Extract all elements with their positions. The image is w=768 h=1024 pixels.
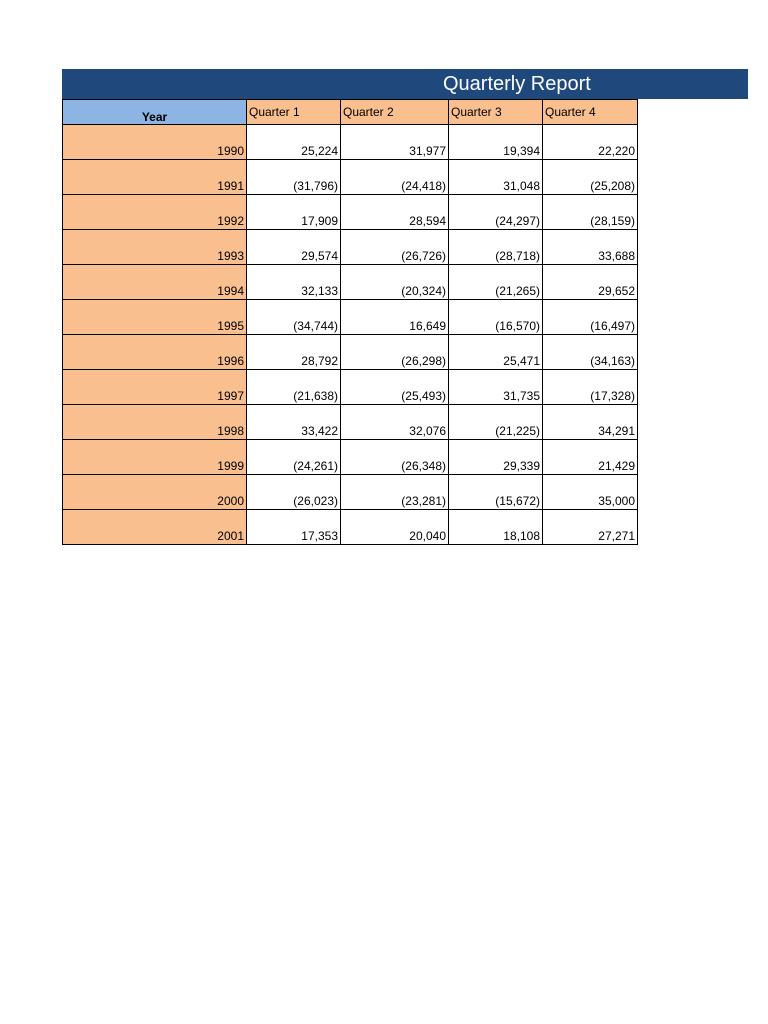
table-row bbox=[63, 405, 638, 440]
quarter-3-cell[interactable]: 19,394 bbox=[449, 125, 543, 160]
quarter-2-cell[interactable]: (26,348) bbox=[341, 440, 449, 475]
quarter-2-cell[interactable]: (26,726) bbox=[341, 230, 449, 265]
quarter-2-cell[interactable]: 20,040 bbox=[341, 510, 449, 545]
year-cell[interactable]: 1992 bbox=[63, 195, 247, 230]
report-title-bar bbox=[62, 69, 748, 99]
report-body bbox=[63, 125, 638, 545]
quarter-2-cell[interactable]: 31,977 bbox=[341, 125, 449, 160]
year-cell[interactable]: 2001 bbox=[63, 510, 247, 545]
quarter-4-cell[interactable]: (34,163) bbox=[543, 335, 638, 370]
quarter-4-cell[interactable]: (28,159) bbox=[543, 195, 638, 230]
quarterly-report-table bbox=[62, 99, 638, 545]
table-row bbox=[63, 300, 638, 335]
quarter-2-cell[interactable]: 16,649 bbox=[341, 300, 449, 335]
year-cell[interactable]: 2000 bbox=[63, 475, 247, 510]
header-quarter-2[interactable]: Quarter 2 bbox=[341, 100, 449, 125]
quarter-2-cell[interactable]: (24,418) bbox=[341, 160, 449, 195]
quarter-1-cell[interactable]: 32,133 bbox=[247, 265, 341, 300]
year-cell[interactable]: 1994 bbox=[63, 265, 247, 300]
table-row bbox=[63, 125, 638, 160]
table-row bbox=[63, 230, 638, 265]
quarter-4-cell[interactable]: 29,652 bbox=[543, 265, 638, 300]
quarter-3-cell[interactable]: (21,225) bbox=[449, 405, 543, 440]
quarter-2-cell[interactable]: (25,493) bbox=[341, 370, 449, 405]
quarter-1-cell[interactable]: (21,638) bbox=[247, 370, 341, 405]
quarter-3-cell[interactable]: 31,048 bbox=[449, 160, 543, 195]
year-cell[interactable]: 1997 bbox=[63, 370, 247, 405]
header-quarter-4[interactable]: Quarter 4 bbox=[543, 100, 638, 125]
table-row bbox=[63, 195, 638, 230]
header-row bbox=[63, 100, 638, 125]
quarter-4-cell[interactable]: 35,000 bbox=[543, 475, 638, 510]
header-quarter-1[interactable]: Quarter 1 bbox=[247, 100, 341, 125]
quarter-1-cell[interactable]: (31,796) bbox=[247, 160, 341, 195]
quarter-3-cell[interactable]: (15,672) bbox=[449, 475, 543, 510]
quarter-2-cell[interactable]: (23,281) bbox=[341, 475, 449, 510]
year-cell[interactable]: 1991 bbox=[63, 160, 247, 195]
header-quarter-3[interactable]: Quarter 3 bbox=[449, 100, 543, 125]
year-cell[interactable]: 1999 bbox=[63, 440, 247, 475]
report-title: Quarterly Report bbox=[443, 73, 591, 95]
year-cell[interactable]: 1993 bbox=[63, 230, 247, 265]
quarter-4-cell[interactable]: 27,271 bbox=[543, 510, 638, 545]
quarter-3-cell[interactable]: 25,471 bbox=[449, 335, 543, 370]
table-row bbox=[63, 370, 638, 405]
quarter-2-cell[interactable]: 32,076 bbox=[341, 405, 449, 440]
quarter-4-cell[interactable]: 21,429 bbox=[543, 440, 638, 475]
quarter-3-cell[interactable]: 29,339 bbox=[449, 440, 543, 475]
quarter-3-cell[interactable]: (28,718) bbox=[449, 230, 543, 265]
quarter-1-cell[interactable]: 29,574 bbox=[247, 230, 341, 265]
quarter-4-cell[interactable]: 34,291 bbox=[543, 405, 638, 440]
year-cell[interactable]: 1995 bbox=[63, 300, 247, 335]
quarter-1-cell[interactable]: 17,353 bbox=[247, 510, 341, 545]
quarter-2-cell[interactable]: 28,594 bbox=[341, 195, 449, 230]
table-row bbox=[63, 160, 638, 195]
quarter-3-cell[interactable]: (24,297) bbox=[449, 195, 543, 230]
table-row bbox=[63, 475, 638, 510]
quarter-1-cell[interactable]: (26,023) bbox=[247, 475, 341, 510]
quarter-1-cell[interactable]: (34,744) bbox=[247, 300, 341, 335]
quarter-4-cell[interactable]: 22,220 bbox=[543, 125, 638, 160]
quarter-4-cell[interactable]: (17,328) bbox=[543, 370, 638, 405]
quarter-1-cell[interactable]: 17,909 bbox=[247, 195, 341, 230]
year-cell[interactable]: 1998 bbox=[63, 405, 247, 440]
header-year[interactable]: Year bbox=[63, 100, 247, 125]
quarter-3-cell[interactable]: (21,265) bbox=[449, 265, 543, 300]
quarter-3-cell[interactable]: 18,108 bbox=[449, 510, 543, 545]
quarter-4-cell[interactable]: (16,497) bbox=[543, 300, 638, 335]
quarter-1-cell[interactable]: (24,261) bbox=[247, 440, 341, 475]
quarter-4-cell[interactable]: 33,688 bbox=[543, 230, 638, 265]
table-row bbox=[63, 510, 638, 545]
quarter-1-cell[interactable]: 25,224 bbox=[247, 125, 341, 160]
table-row bbox=[63, 335, 638, 370]
table-row bbox=[63, 265, 638, 300]
table-row bbox=[63, 440, 638, 475]
quarter-1-cell[interactable]: 28,792 bbox=[247, 335, 341, 370]
quarter-4-cell[interactable]: (25,208) bbox=[543, 160, 638, 195]
year-cell[interactable]: 1990 bbox=[63, 125, 247, 160]
year-cell[interactable]: 1996 bbox=[63, 335, 247, 370]
quarter-3-cell[interactable]: 31,735 bbox=[449, 370, 543, 405]
quarter-2-cell[interactable]: (26,298) bbox=[341, 335, 449, 370]
quarter-1-cell[interactable]: 33,422 bbox=[247, 405, 341, 440]
quarter-2-cell[interactable]: (20,324) bbox=[341, 265, 449, 300]
quarter-3-cell[interactable]: (16,570) bbox=[449, 300, 543, 335]
